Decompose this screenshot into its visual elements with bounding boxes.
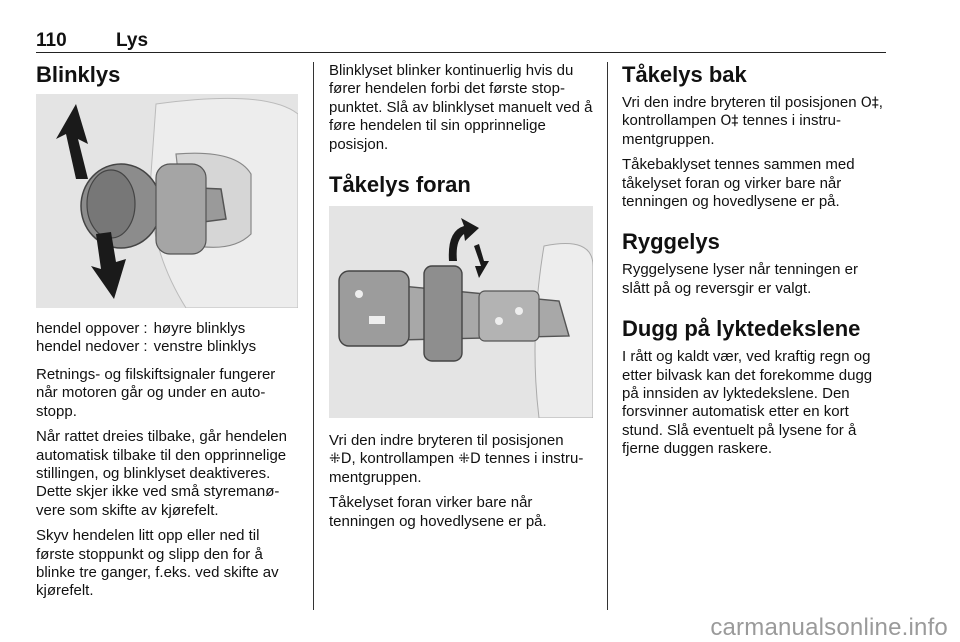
legend-separator: : <box>143 338 148 355</box>
paragraph: Blinklyset blinker kontinuerlig hvis du fører hendelen forbi det første stop-punktet. Slå av blinklyset manuelt ved å føre hendelen til sin opprinnelige posisjon. <box>329 62 593 153</box>
paragraph-rear-fog <box>622 94 888 149</box>
page-header <box>36 30 886 52</box>
lever-direction-legend <box>36 320 256 356</box>
paragraph: Retnings- og filskiftsignaler fungerer når motoren går og under en auto-stopp. <box>36 366 276 420</box>
rear-fog-light-icon: O‡ <box>860 95 879 111</box>
column-3 <box>622 62 888 466</box>
column-1 <box>36 62 298 608</box>
page-title: Lys <box>116 30 149 51</box>
paragraph-front-fog <box>329 432 593 487</box>
text-run: tennes i instru-mentgruppen. <box>622 112 841 148</box>
legend-term: hendel oppover <box>36 320 140 337</box>
turn-signal-lever-illustration <box>36 94 298 308</box>
text-run: , kontrollampen <box>351 450 459 468</box>
text-run: Vri den indre bryteren til posisjonen <box>622 94 861 111</box>
header-rule <box>36 52 886 53</box>
paragraph: I rått og kaldt vær, ved kraftig regn og etter bilvask kan det forekomme dugg på innsiden av lyktedekslene. Den forsvinner automatisk etter en kort stund. Slå eventuelt på lysene for å fjerne duggen raskere. <box>622 348 873 458</box>
section-heading-dugg: Dugg på lyktedekslene <box>622 316 861 342</box>
column-divider-1 <box>313 62 314 610</box>
turn-signal-lever-drawing <box>36 94 298 308</box>
paragraph: Skyv hendelen litt opp eller ned til første stoppunkt og slipp den for å blinke tre ganger, f.eks. ved skifte av kjørefelt. <box>36 527 279 600</box>
section-heading-ryggelys: Ryggelys <box>622 229 720 255</box>
legend-row <box>36 338 256 356</box>
fog-light-switch-drawing <box>329 206 593 418</box>
paragraph: Tåkebaklyset tennes sammen med tåkelyset foran og virker bare når tenningen og hovedlysene er på. <box>622 156 855 211</box>
text-run: Vri den indre bryteren til posisjonen <box>329 432 564 450</box>
front-fog-light-icon: ⁜D <box>458 451 481 468</box>
section-heading-takelys-foran: Tåkelys foran <box>329 172 471 198</box>
column-divider-2 <box>607 62 608 610</box>
legend-term: hendel nedover <box>36 338 140 355</box>
legend-row <box>36 320 256 338</box>
column-2 <box>329 62 593 538</box>
text-run: tennes i instru-mentgruppen. <box>329 450 584 486</box>
section-heading-takelys-bak: Tåkelys bak <box>622 62 747 87</box>
front-fog-light-icon: ⁜D <box>329 451 352 468</box>
page-number: 110 <box>36 30 67 51</box>
fog-light-switch-illustration <box>329 206 593 418</box>
paragraph: Tåkelyset foran virker bare når tenningen og hovedlysene er på. <box>329 494 547 530</box>
legend-description: høyre blinklys <box>153 320 246 337</box>
paragraph: Ryggelysene lyser når tenningen er slått på og reversgir er valgt. <box>622 261 858 297</box>
legend-description: venstre blinklys <box>153 338 257 355</box>
watermark: carmanualsonline.info <box>710 614 948 641</box>
text-run: , kontrollampen <box>622 94 883 130</box>
legend-separator: : <box>143 320 148 337</box>
section-heading-blinklys: Blinklys <box>36 62 121 87</box>
rear-fog-light-icon: O‡ <box>720 113 739 130</box>
paragraph: Når rattet dreies tilbake, går hendelen automatisk tilbake til den opprinnelige stillingen, og blinklyset deaktiveres. Dette skjer ikke ved små styremanø-vere som skifte av kjørefelt. <box>36 428 287 519</box>
